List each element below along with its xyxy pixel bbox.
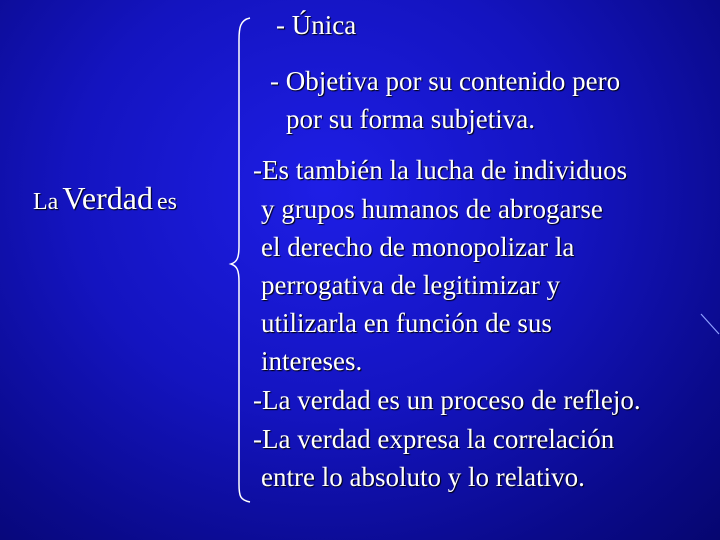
item-3-line-6: intereses.: [261, 346, 363, 376]
subject-prefix: La: [33, 189, 59, 215]
item-3-line-3: el derecho de monopolizar la: [261, 232, 575, 262]
item-3-line-2: y grupos humanos de abrogarse: [261, 194, 603, 224]
item-1-line-1: - Única: [276, 10, 357, 40]
decorative-diagonal-line: [700, 312, 720, 336]
item-3-line-1: -Es también la lucha de individuos: [253, 155, 628, 185]
item-3-line-5: utilizarla en función de sus: [261, 308, 552, 338]
subject-main: Verdad: [62, 180, 153, 216]
item-4-line-1: -La verdad es un proceso de reflejo.: [253, 385, 641, 415]
item-5-line-1: -La verdad expresa la correlación: [253, 424, 615, 454]
item-2-line-2: por su forma subjetiva.: [286, 104, 535, 134]
item-5-line-2: entre lo absoluto y lo relativo.: [261, 462, 585, 492]
item-2-line-1: - Objetiva por su contenido pero: [270, 66, 621, 96]
item-3-line-4: perrogativa de legitimizar y: [261, 270, 561, 300]
subject-suffix: es: [156, 189, 177, 215]
subject-phrase: [33, 180, 177, 217]
